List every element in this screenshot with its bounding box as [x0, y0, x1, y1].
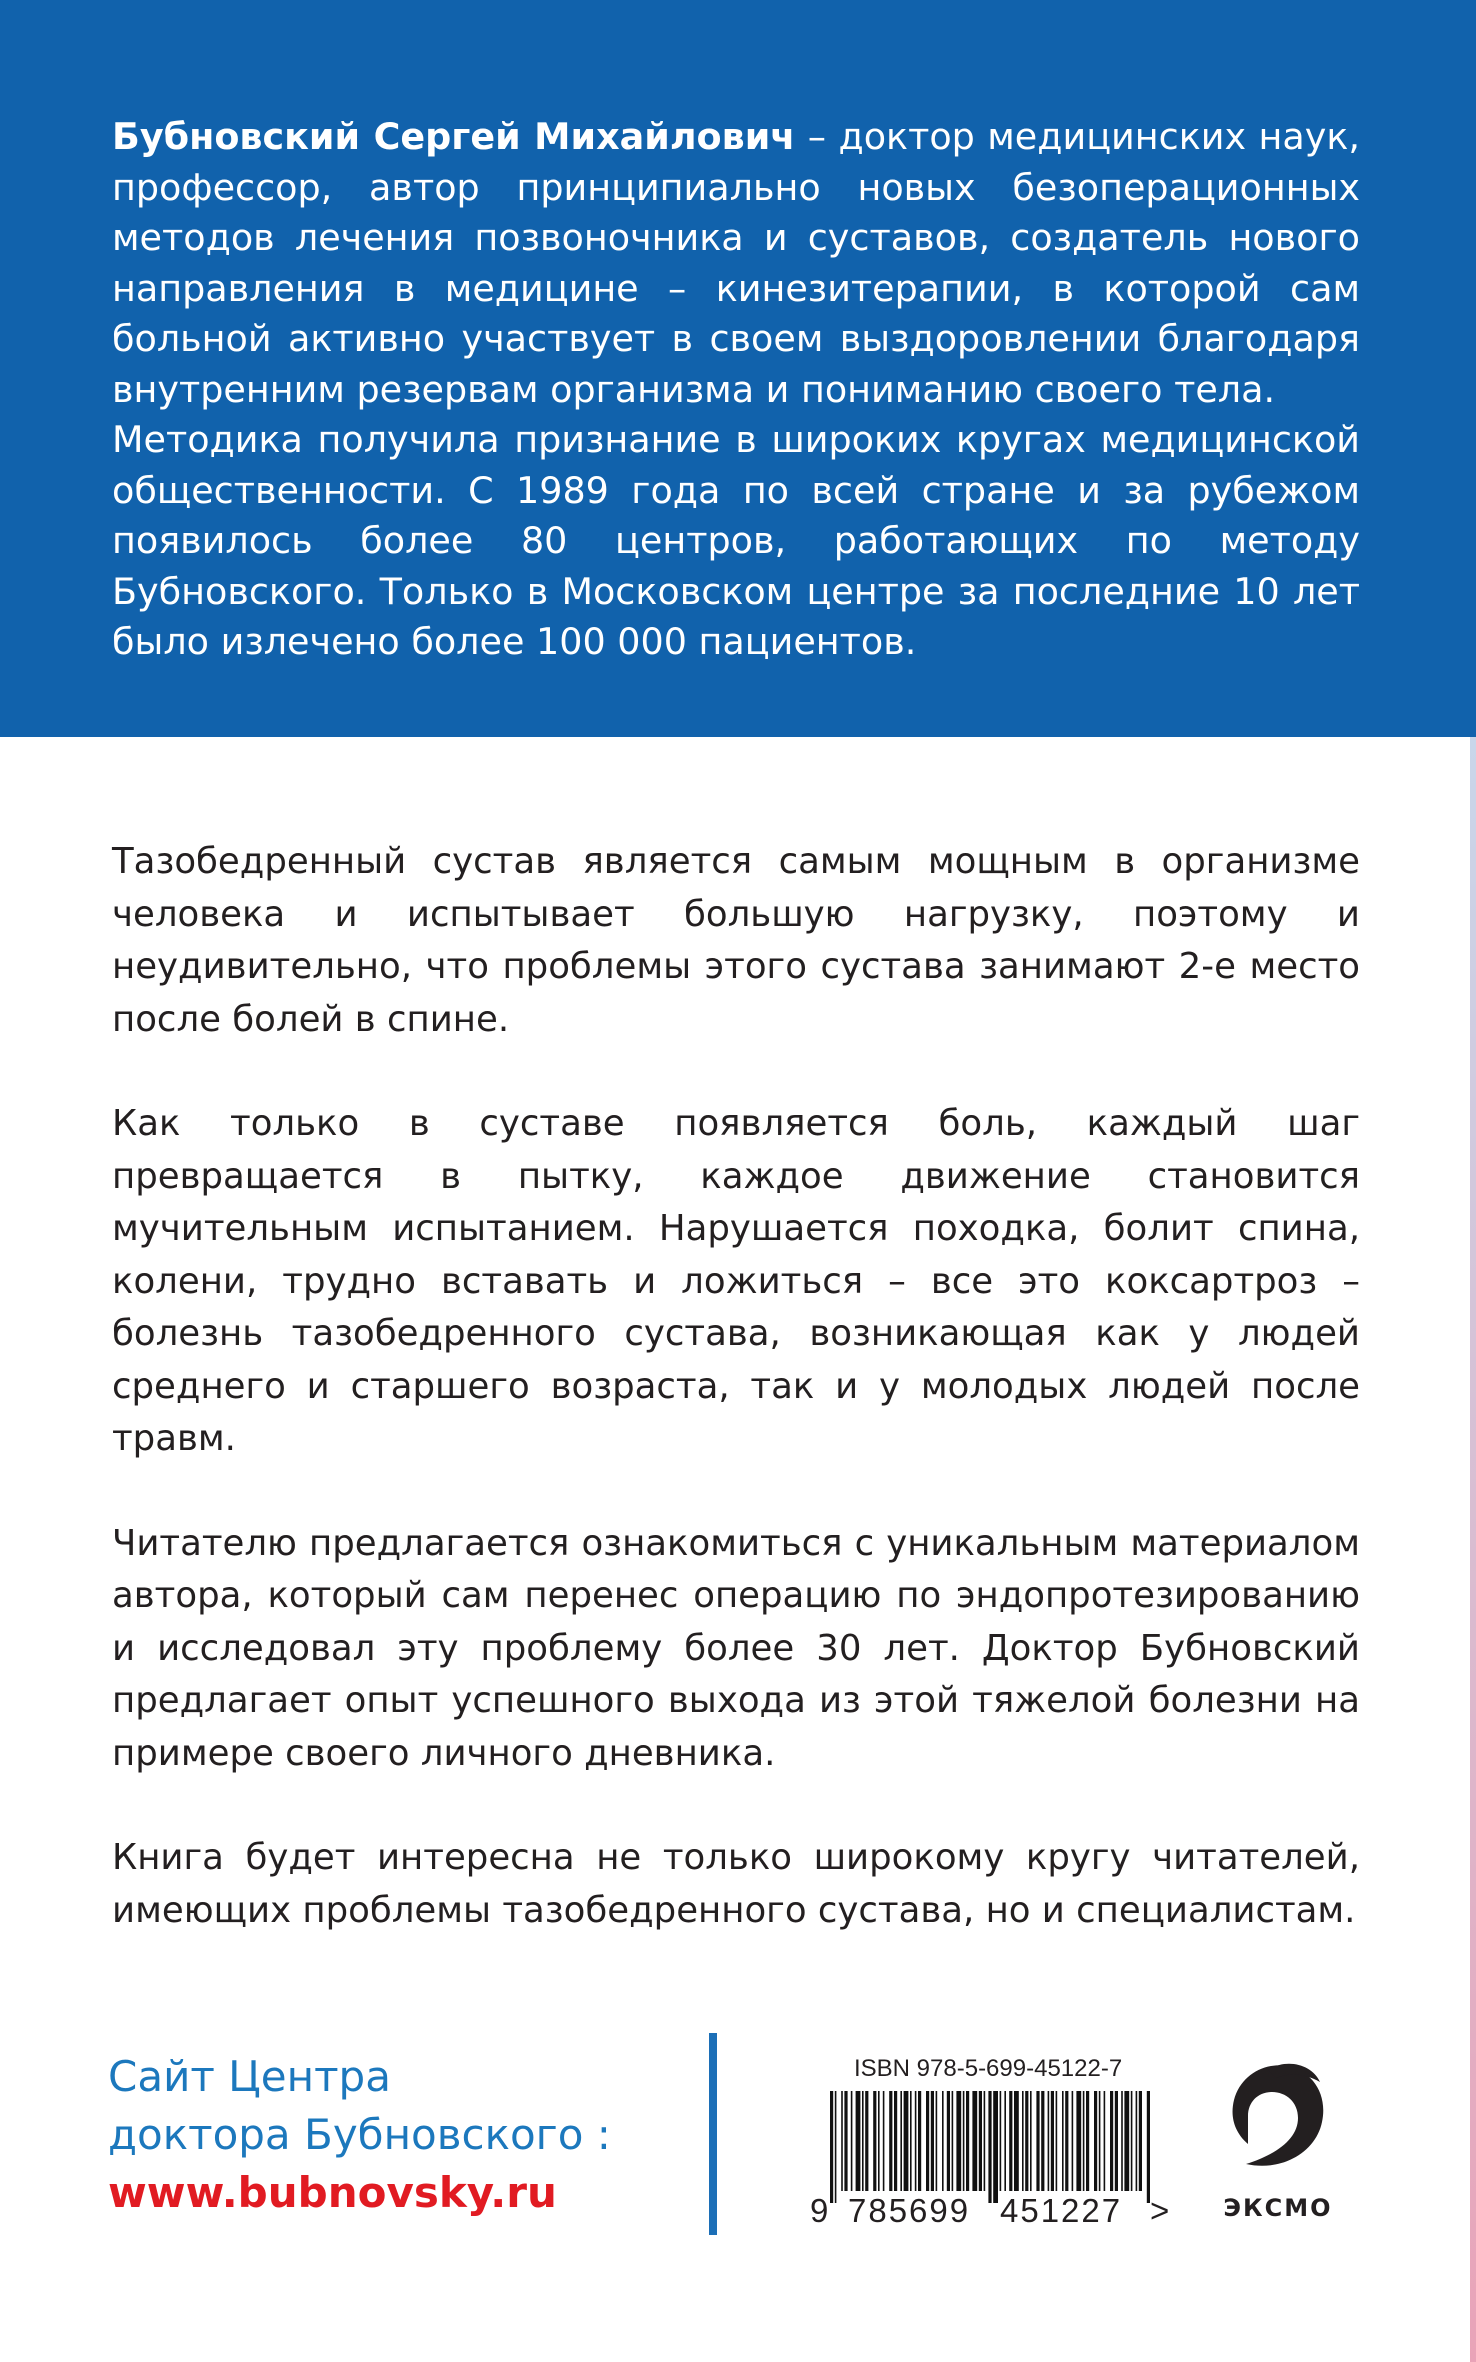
barcode-bar [926, 2091, 929, 2191]
bio-paragraph-1 [112, 112, 1360, 415]
barcode-bar [936, 2091, 938, 2191]
bio-paragraph-2: Методика получила признание в широких кругах медицинской общественности. С 1989 года по всей стране и за рубежом появилось более 80 центров, работающих по методу Бубновского. Только в Московском центре за последние 10 лет было излечено более 100 000 пациентов. [112, 418, 1360, 663]
barcode-bar [1115, 2091, 1118, 2191]
author-bio-band [0, 0, 1476, 737]
barcode-bar [851, 2091, 853, 2191]
barcode-bar [835, 2091, 837, 2203]
website-caption-line-1: Сайт Центра [108, 2052, 391, 2101]
website-caption-line-2: доктора Бубновского : [108, 2110, 611, 2159]
author-bio [112, 112, 1360, 668]
barcode-bar [984, 2091, 986, 2191]
barcode-bar [1086, 2091, 1089, 2191]
barcode-bar [1000, 2091, 1002, 2191]
barcode-bar [1004, 2091, 1006, 2191]
barcode-bar [915, 2091, 917, 2191]
barcode-bar [918, 2091, 921, 2191]
book-description [112, 836, 1360, 1989]
barcode-bar [873, 2091, 876, 2191]
barcode-bar [1022, 2091, 1024, 2191]
barcode-bar [988, 2091, 991, 2203]
divider-line [709, 2033, 717, 2235]
barcode-bar [1110, 2091, 1113, 2191]
barcode-bar [1014, 2091, 1019, 2191]
barcode-bar [1099, 2091, 1101, 2191]
barcode-bar [1147, 2091, 1150, 2203]
barcode-bar [830, 2091, 833, 2203]
publisher-name: ЭКСМО [1223, 2194, 1333, 2222]
barcode-digits-right: 451227 [1000, 2192, 1123, 2225]
description-paragraph: Читателю предлагается ознакомиться с уникальным материалом автора, который сам перенес операцию по эндопротезированию и исследовал эту проблему более 30 лет. Доктор Бубновский предлагает опыт успешного выхода из этой тяжелой болезни на примере своего личного дневника. [112, 1522, 1360, 1774]
barcode-bar [841, 2091, 843, 2191]
barcode-bar [1009, 2091, 1012, 2191]
barcode-bar [1065, 2091, 1068, 2191]
eksmo-logo-icon [1220, 2052, 1336, 2192]
barcode-bar [1076, 2091, 1081, 2191]
barcode-bar [1139, 2091, 1142, 2191]
barcode-bar [900, 2091, 902, 2191]
barcode [810, 2091, 1170, 2225]
barcode-bar [952, 2091, 954, 2191]
barcode-bar [1104, 2091, 1106, 2191]
barcode-bar [1131, 2091, 1133, 2191]
barcode-bar [1051, 2091, 1054, 2191]
barcode-bar [1030, 2091, 1032, 2191]
barcode-bar [844, 2091, 847, 2191]
barcode-bar [1124, 2091, 1129, 2191]
website-url[interactable]: www.bubnovsky.ru [108, 2168, 557, 2217]
barcode-bar [963, 2091, 965, 2191]
barcode-graphic [810, 2091, 1190, 2225]
isbn-label: ISBN 978-5-699-45122-7 [854, 2055, 1123, 2082]
barcode-bar [1083, 2091, 1085, 2191]
barcode-bar [1041, 2091, 1044, 2191]
barcode-bar [904, 2091, 909, 2191]
barcode-bar [1025, 2091, 1028, 2191]
barcode-bar [1056, 2091, 1058, 2191]
barcode-bar [856, 2091, 861, 2191]
barcode-bar [993, 2091, 998, 2203]
barcode-bar [931, 2091, 934, 2191]
barcode-bar [865, 2091, 868, 2191]
barcode-bar [979, 2091, 982, 2191]
barcode-bar [972, 2091, 977, 2191]
barcode-bar [1048, 2091, 1050, 2191]
barcode-bar [862, 2091, 864, 2191]
barcode-arrow: > [1150, 2192, 1170, 2225]
barcode-bar [1062, 2091, 1064, 2191]
publisher-logo [1220, 2052, 1336, 2236]
barcode-bar [894, 2091, 897, 2191]
barcode-bar [889, 2091, 892, 2191]
barcode-bar [966, 2091, 969, 2191]
author-name: Бубновский Сергей Михайлович [112, 115, 796, 158]
barcode-digits-left: 785699 [848, 2192, 971, 2225]
barcode-digit-first: 9 [810, 2192, 829, 2225]
isbn-barcode [810, 2055, 1190, 2235]
barcode-bar [1121, 2091, 1123, 2191]
description-paragraph: Как только в суставе появляется боль, каждый шаг превращается в пытку, каждое движение становится мучительным испытанием. Нарушается походка, болит спина, колени, трудно вставать и ложиться – все это коксартроз – болезнь тазобедренного сустава, возникающая как у людей среднего и старшего возраста, так и у молодых людей после травм. [112, 1103, 1360, 1459]
description-paragraph: Книга будет интересна не только широкому кругу читателей, имеющих проблемы тазобедренного сустава, но и специалистам. [112, 1837, 1360, 1931]
barcode-bar [1036, 2091, 1039, 2191]
barcode-bar [956, 2091, 961, 2191]
barcode-bar [883, 2091, 885, 2191]
edge-strip [1470, 737, 1476, 2362]
description-paragraph: Тазобедренный сустав является самым мощным в организме человека и испытывает большую нагрузку, поэтому и неудивительно, что проблемы этого сустава занимают 2-е место после болей в спине. [112, 841, 1360, 1040]
barcode-bar [942, 2091, 944, 2191]
barcode-bar [878, 2091, 880, 2191]
website-block [108, 2048, 668, 2222]
barcode-bar [1136, 2091, 1138, 2191]
barcode-bar [1072, 2091, 1074, 2191]
bio-text: – доктор медицинских наук, профессор, автор принципиально новых безоперационных методов лечения позвоночника и суставов, создатель нового направления в медицине – кинезитерапии, в которой сам больной активно участвует в своем выздоровлении благодаря внутренним резервам организма и пониманию своего тела. [112, 115, 1360, 411]
barcode-bar [947, 2091, 950, 2191]
barcode-bar [1094, 2091, 1097, 2191]
barcode-bar [910, 2091, 912, 2191]
